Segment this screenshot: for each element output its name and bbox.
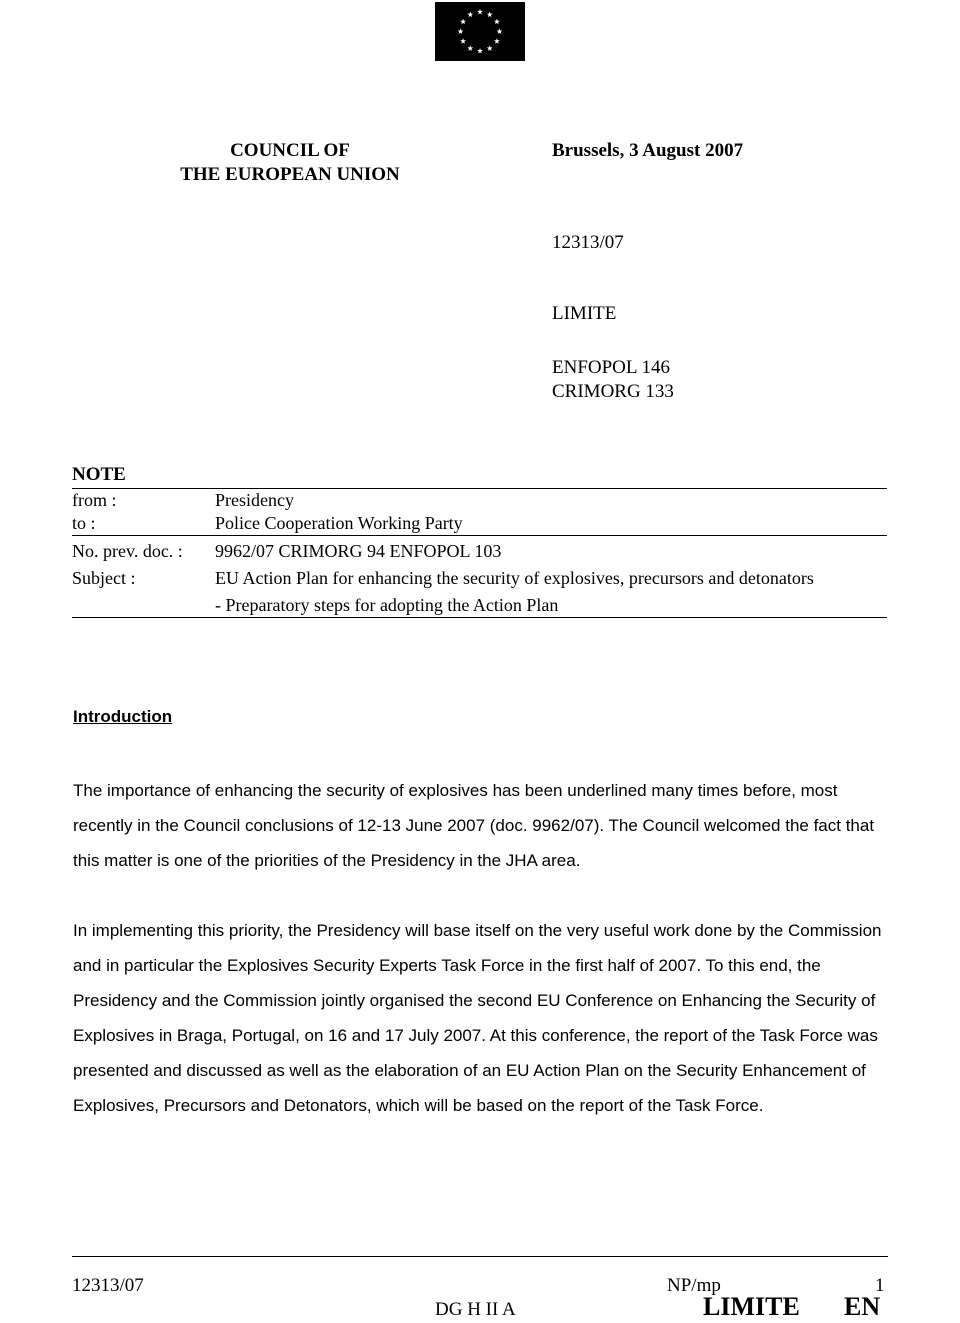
to-value: Police Cooperation Working Party [215,513,463,533]
paragraph-2: In implementing this priority, the Presidency will base itself on the very useful work done by the Commission and in particular the Explosives Security Experts Task Force in the first half of 2007. To this end, the Presidency and the Commission jointly organised the second EU Conference on Enhancing the Security of Explosives in Braga, Portugal, on 16 and 17 July 2007. At this conference, the report of the Task Force was presented and discussed as well as the elaboration of an EU Action Plan on the Security Enhancement of Explosives, Precursors and Detonators, which will be based on the report of the Task Force. [73,921,882,1115]
footer-divider [72,1256,888,1257]
file-code-crimorg: CRIMORG 133 [552,381,674,402]
council-line-2: THE EUROPEAN UNION [180,164,400,185]
classification-label: LIMITE [552,303,617,324]
flag-star [494,19,500,25]
flag-star [477,48,483,54]
flag-star [497,28,503,34]
flag-star [460,38,466,44]
eu-flag-stars [435,2,525,61]
note-table [72,488,887,618]
note-row-prev-doc [72,540,887,563]
footer-doc-number: 12313/07 [72,1275,144,1296]
paragraph-1: The importance of enhancing the security of explosives has been underlined many times before, most recently in the Council conclusions of 12-13 June 2007 (doc. 9962/07). The Council welcomed the fact that this matter is one of the priorities of the Presidency in the JHA area. [73,781,875,870]
introduction-heading: Introduction [73,707,173,726]
note-row-to [72,512,887,536]
flag-star [467,12,473,18]
council-line-1: COUNCIL OF [230,140,350,161]
flag-star [477,9,483,15]
prev-doc-value: 9962/07 CRIMORG 94 ENFOPOL 103 [215,541,502,561]
footer-classification: LIMITE [703,1292,800,1321]
council-name [140,139,440,187]
note-heading: NOTE [72,464,126,485]
footer-initials: NP/mp [667,1275,721,1296]
footer-directorate: DG H II A [435,1299,516,1320]
subject-label: Subject : [72,568,136,588]
to-label: to : [72,513,96,533]
prev-doc-label: No. prev. doc. : [72,541,183,561]
document-number: 12313/07 [552,232,624,253]
flag-star [458,28,464,34]
from-value: Presidency [215,490,294,510]
flag-star [460,19,466,25]
flag-star [487,12,493,18]
note-row-subject [72,567,887,618]
subject-line-2: - Preparatory steps for adopting the Action Plan [215,595,559,615]
flag-star [494,38,500,44]
subject-line-1: EU Action Plan for enhancing the security of explosives, precursors and detonators [215,568,814,588]
from-label: from : [72,490,117,510]
flag-star [467,45,473,51]
footer-page-number: 1 [875,1275,885,1296]
file-code-enfopol: ENFOPOL 146 [552,357,671,378]
subject-value [215,567,887,617]
flag-star [487,45,493,51]
document-date: Brussels, 3 August 2007 [552,140,744,161]
eu-flag-icon [435,2,525,61]
footer-language: EN [844,1292,881,1321]
note-row-from [72,489,887,512]
